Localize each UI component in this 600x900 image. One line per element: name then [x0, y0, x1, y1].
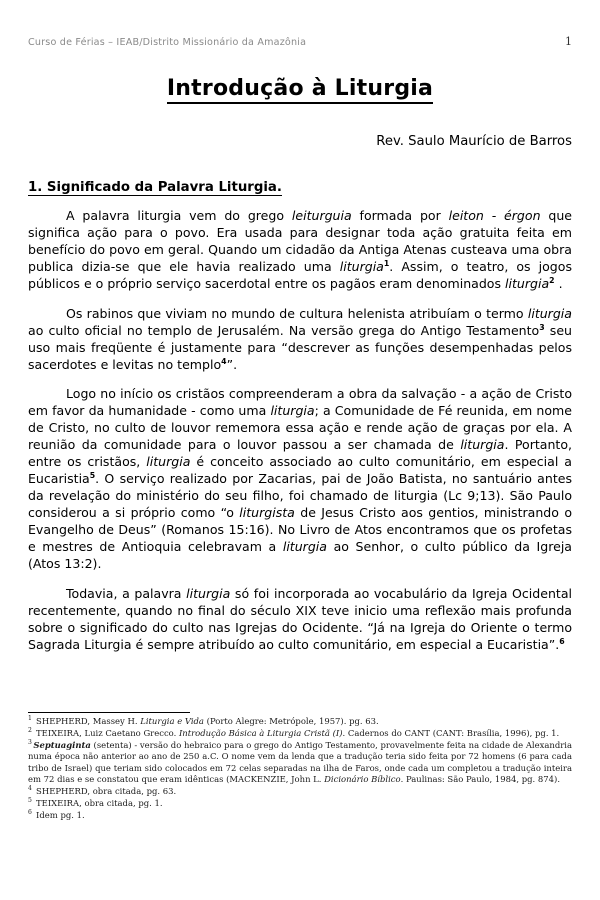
p1-s3: que significa ação para o povo. Era usada para designar toda ação gratuita feita em benefício do povo em geral. Quando um cidadão da Antiga Atenas custeava uma obra publica dizia-se que ele havia realizado uma — [28, 208, 573, 274]
p4-footnote-ref-6[interactable]: 6 — [559, 636, 565, 646]
footnote-3 — [28, 740, 572, 786]
footnote-3-s2: . Paulinas: São Paulo, 1984, pg. 874). — [400, 774, 560, 785]
p3-i2: liturgia — [460, 437, 505, 452]
p3-s3: . Portanto, entre os cristãos, — [28, 437, 573, 469]
section-heading-text: 1. Significado da Palavra Liturgia. — [28, 180, 282, 195]
p1-i4: liturgia — [505, 276, 550, 291]
footnote-2-s1: TEIXEIRA, Luiz Caetano Grecco. — [33, 728, 179, 738]
p3-s4: é conceito associado ao culto comunitário, em especial a Eucaristia — [28, 454, 572, 486]
footnote-1-marker: 1 — [28, 715, 32, 723]
footnote-5 — [28, 798, 572, 809]
footnote-6-s1: Idem pg. 1. — [33, 810, 85, 821]
footnote-separator-rule — [28, 712, 190, 713]
page-title-text: Introdução à Liturgia — [167, 76, 433, 104]
footnote-1 — [28, 716, 572, 727]
p3-s2: ; a Comunidade de Fé reunida, em nome de Cristo, no culto de louvor rememora essa ação e rende ação de graças por ela. A reunião da comunidade para o louvor passou a ser chamada de — [28, 403, 572, 452]
p1-s2: formada por — [351, 208, 449, 223]
paragraph-1 — [28, 207, 572, 292]
footnote-3-title: Dicionário Bíblico — [324, 774, 401, 785]
p1-footnote-ref-2[interactable]: 2 — [549, 275, 555, 285]
p1-footnote-ref-1[interactable]: 1 — [383, 258, 390, 268]
footnote-2-s2: . Cadernos do CANT (CANT: Brasília, 1996), pg. 1. — [342, 728, 560, 738]
paragraph-2 — [28, 305, 572, 373]
p2-s1: Os rabinos que viviam no mundo de cultura helenista atribuíam o termo — [66, 305, 528, 321]
p3-s1: Logo no início os cristãos compreenderam a obra da salvação - a ação de Cristo em favor da humanidade - como uma — [28, 386, 572, 418]
p3-i3: liturgia — [146, 454, 191, 469]
footnote-4 — [28, 786, 572, 797]
p4-s1: Todavia, a palavra — [66, 585, 187, 601]
p3-footnote-ref-5[interactable]: 5 — [89, 470, 96, 480]
paragraph-3 — [28, 385, 572, 572]
p3-s6: de Jesus Cristo aos gentios, ministrando o Evangelho de Deus” (Romanos 15:16). No Livro de Atos encontramos que os profetas e mestres de Antioquia celebravam a — [28, 505, 573, 554]
running-header — [28, 35, 572, 48]
paragraph-4 — [28, 585, 572, 653]
p1-s4: . Assim, o teatro, os jogos públicos e o próprio serviço sacerdotal entre os pagãos eram denominados — [28, 259, 572, 291]
p1-i3: liturgia — [339, 259, 384, 274]
footnote-2-title: Introdução Básica à Liturgia Cristã (I) — [178, 728, 343, 738]
p2-i1: liturgia — [527, 305, 572, 321]
p3-s7: ao Senhor, o culto público da Igreja (Atos 13:2). — [28, 539, 572, 571]
p1-s5: . — [554, 276, 563, 291]
section-heading — [28, 180, 572, 195]
footnote-3-s1: (setenta) - versão do hebraico para o grego do Antigo Testamento, provavelmente feita na cidade de Alexandria numa época não anterior ao ano de 250 a.C. O nome vem da lenda que a tradução teria sido feita por 72 homens (6 para cada tribo de Israel) que teriam sido colocados em 72 celas separadas na ilha de Faros, onde cada um completou a tradução inteira em 72 dias e se constatou que eram idênticas (MACKENZIE, John L. — [28, 740, 573, 785]
footnote-6-marker: 6 — [28, 809, 32, 817]
footnote-5-marker: 5 — [28, 797, 32, 805]
page-title — [0, 76, 600, 101]
footnote-4-s1: SHEPHERD, obra citada, pg. 63. — [33, 786, 177, 797]
footnote-3-marker: 3 — [28, 739, 32, 747]
p3-i1: liturgia — [270, 403, 315, 418]
page-number: 1 — [565, 35, 572, 48]
p2-s3: seu uso mais freqüente é justamente para “descrever as funções desempenhadas pelos sacerdotes e levitas no templo — [28, 322, 572, 372]
author-byline: Rev. Saulo Maurício de Barros — [376, 134, 572, 149]
footnote-2 — [28, 728, 572, 739]
p2-footnote-ref-3[interactable]: 3 — [539, 322, 545, 332]
footnote-6 — [28, 810, 572, 821]
p3-i5: liturgia — [282, 539, 327, 554]
footnote-1-s2: (Porto Alegre: Metrópole, 1957). pg. 63. — [203, 716, 379, 726]
p2-s4: ”. — [226, 356, 238, 372]
footnote-1-title: Liturgia e Vida — [140, 716, 204, 726]
running-header-title: Curso de Férias – IEAB/Distrito Missionário da Amazônia — [28, 37, 307, 48]
footnote-1-s1: SHEPHERD, Massey H. — [33, 716, 141, 726]
p2-s2: ao culto oficial no templo de Jerusalém. Na versão grega do Antigo Testamento — [28, 322, 540, 338]
footnotes-section — [28, 712, 572, 822]
p1-i2: leiton - érgon — [448, 208, 541, 223]
p4-i1: liturgia — [186, 585, 231, 601]
footnote-5-s1: TEIXEIRA, obra citada, pg. 1. — [33, 798, 163, 809]
p3-i4: liturgista — [239, 505, 295, 520]
p2-footnote-ref-4[interactable]: 4 — [221, 356, 227, 366]
footnote-3-term: Septuaginta — [33, 740, 91, 750]
footnote-4-marker: 4 — [28, 785, 32, 793]
document-body — [28, 180, 572, 665]
p3-s5: . O serviço realizado por Zacarias, pai de João Batista, no santuário antes da revelação do ministério do seu filho, foi chamado de liturgia (Lc 9;13). São Paulo considerou a si próprio como “o — [28, 471, 572, 520]
footnote-2-marker: 2 — [28, 727, 32, 735]
p1-s1: A palavra liturgia vem do grego — [66, 208, 292, 223]
p4-s2: só foi incorporada ao vocabulário da Igreja Ocidental recentemente, quando no final do século XIX teve inicio uma reflexão mais profunda sobre o significado do culto nas Igrejas do Ocidente. “Já na Igreja do Oriente o termo Sagrada Liturgia é sempre atribuído ao culto comunitário, em especial a Eucaristia”. — [28, 585, 573, 652]
p1-i1: leiturguia — [291, 208, 352, 223]
